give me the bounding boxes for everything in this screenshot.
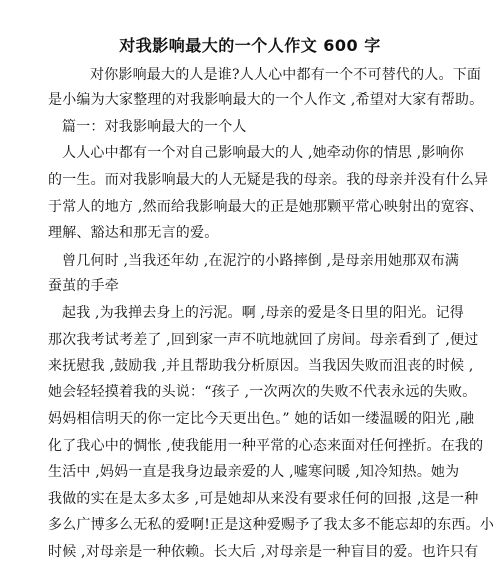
paragraph-line: 人人心中都有一个对自己影响最大的人 ,她牵动你的情思 ,影响你 [62,145,464,161]
section-heading: 篇一：对我影响最大的一个人 [62,119,247,135]
paragraph-line: 曾几何时 ,当我还年幼 ,在泥泞的小路摔倒 ,是母亲用她那双布满 [62,253,460,269]
paragraph-line: 我做的实在是太多太多 ,可是她却从来没有要求任何的回报 ,这是一种 [48,491,479,507]
paragraph-line: 对你影响最大的人是谁?人人心中都有一个不可替代的人。下面 [90,67,482,83]
paragraph-line: 多么广博多么无私的爱啊!正是这种爱赐予了我太多不能忘却的东西。小 [48,517,495,533]
paragraph-line: 是小编为大家整理的对我影响最大的一个人作文 ,希望对大家有帮助。 [48,92,484,108]
paragraph-line: 于常人的地方 ,然而给我影响最大的正是她那颗平常心映射出的宽容、 [48,199,484,215]
paragraph-line: 的一生。而对我影响最大的人无疑是我的母亲。我的母亲并没有什么异 [48,172,489,188]
paragraph-line: 来抚慰我 ,鼓励我 ,并且帮助我分析原因。当我因失败而沮丧的时候 , [48,358,474,374]
paragraph-line: 妈妈相信明天的你一定比今天更出色。” 她的话如一缕温暖的阳光 ,融 [48,411,475,427]
paragraph-line: 时候 ,对母亲是一种依赖。长大后 ,对母亲是一种盲目的爱。也许只有 [48,544,479,560]
paragraph-line: 化了我心中的惆怅 ,使我能用一种平常的心态来面对任何挫折。在我的 [48,438,484,454]
paragraph-line: 她会轻轻摸着我的头说：“孩子 ,一次两次的失败不代表永远的失败。 [48,384,477,400]
paragraph-line: 那次我考试考差了 ,回到家一声不吭地就回了房间。母亲看到了 ,便过 [48,332,479,348]
paragraph-line: 理解、豁达和那无言的爱。 [48,225,219,241]
paragraph-line: 生活中 ,妈妈一直是我身边最亲爱的人 ,嘘寒问暖 ,知冷知热。她为 [48,464,460,480]
paragraph-line: 起我 ,为我掸去身上的污泥。啊 ,母亲的爱是冬日里的阳光。记得 [62,305,464,321]
document-title: 对我影响最大的一个人作文 600 字 [119,36,381,55]
paragraph-line: 蚕茧的手牵 [48,278,119,294]
